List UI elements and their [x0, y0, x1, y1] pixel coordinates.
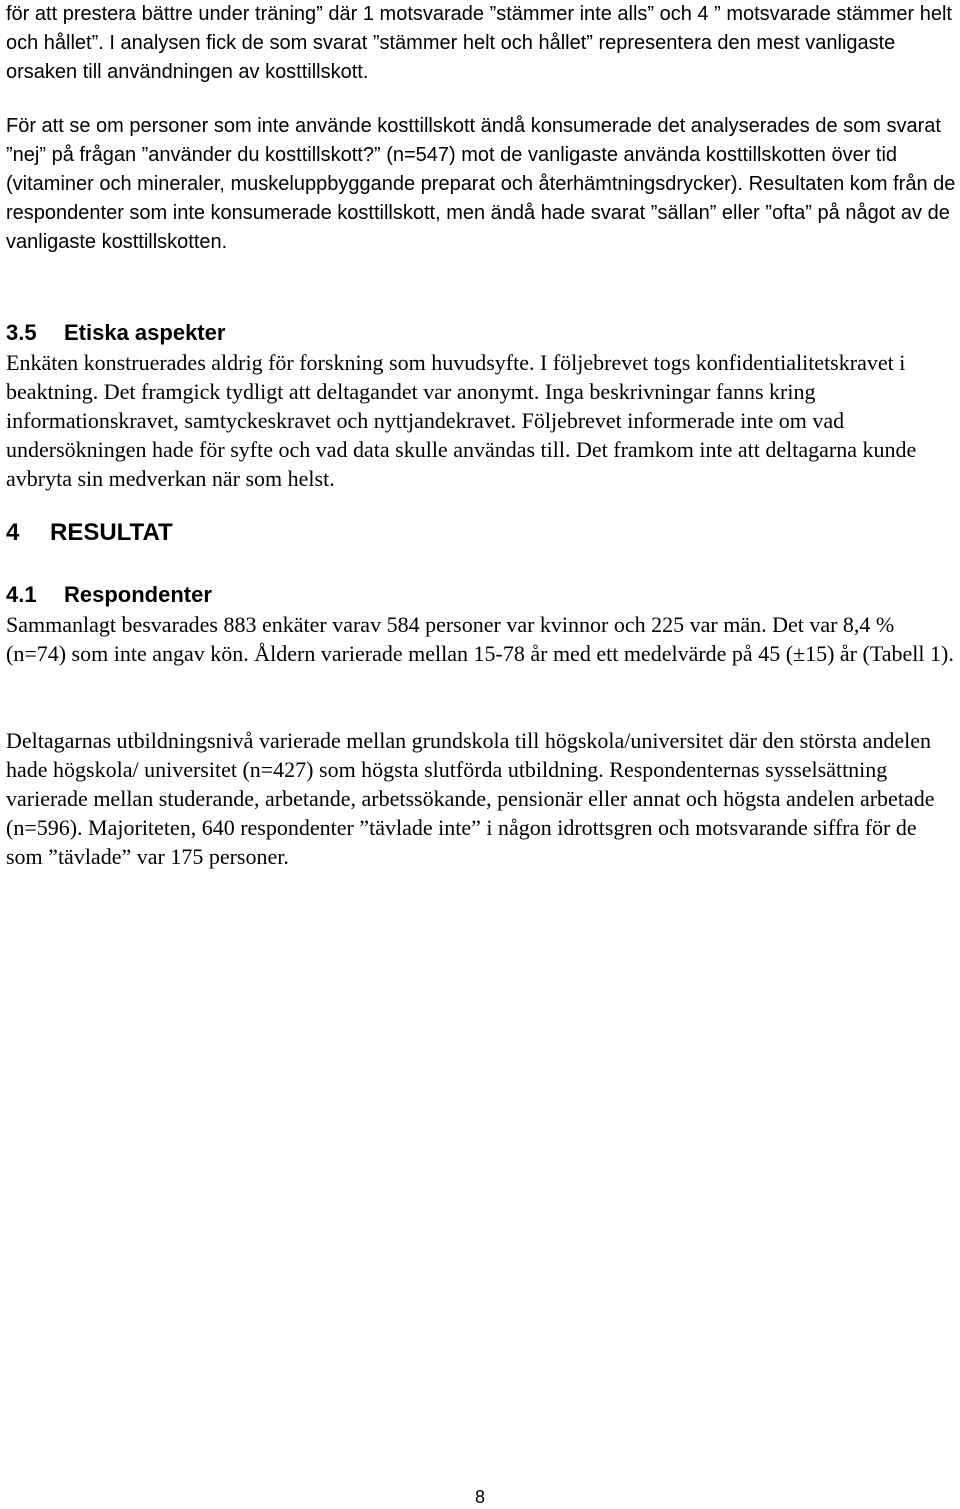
paragraph-respondents: Sammanlagt besvarades 883 enkäter varav 584 personer var kvinnor och 225 var män. Det var 8,4 % (n=74) som inte angav kön. Åldern varierade mellan 15-78 år med ett medelvärde på 45 (±15) år (Tabell 1). [6, 612, 954, 666]
heading-title: Respondenter [64, 582, 212, 607]
heading-title: Etiska aspekter [64, 320, 226, 345]
paragraph-education: Deltagarnas utbildningsnivå varierade mellan grundskola till högskola/universitet där den största andelen hade högskola/ universitet (n=427) som högsta slutförda utbildning. Respondenternas sysselsättning varierade mellan studerande, arbetande, arbetssökande, pensionär eller annat och högsta andelen arbetade (n=596). Majoriteten, 640 respondenter ”tävlade inte” i någon idrottsgren och motsvarande siffra för de som ”tävlade” var 175 personer. [6, 728, 935, 869]
page-number: 8 [474, 1487, 485, 1507]
paragraph-motives: för att prestera bättre under träning” där 1 motsvarade ”stämmer inte alls” och 4 ” motsvarade stämmer helt och hållet”. I analysen fick de som svarat ”stämmer helt och hållet” representera den mest vanligaste orsaken till användningen av kosttillskott. [6, 3, 952, 83]
heading-number: 4 [6, 519, 20, 546]
heading-results [6, 518, 173, 548]
heading-number: 3.5 [6, 320, 37, 345]
heading-number: 4.1 [6, 582, 37, 607]
heading-respondents [6, 580, 212, 610]
paragraph-nonusers: För att se om personer som inte använde kosttillskott ändå konsumerade det analyserades de som svarat ”nej” på frågan ”använder du kosttillskott?” (n=547) mot de vanligaste använda kosttillskotten över tid (vitaminer och mineraler, muskeluppbyggande preparat och återhämtningsdrycker). Resultaten kom från de respondenter som inte konsumerade kosttillskott, men ändå hade svarat ”sällan” eller ”ofta” på något av de vanligaste kosttillskotten. [6, 115, 956, 253]
heading-ethics [6, 318, 225, 348]
heading-title: RESULTAT [50, 519, 173, 546]
paragraph-ethics: Enkäten konstruerades aldrig för forskning som huvudsyfte. I följebrevet togs konfidentialitetskravet i beaktning. Det framgick tydligt att deltagandet var anonymt. Inga beskrivningar fanns kring informationskravet, samtyckeskravet och nyttjandekravet. Följebrevet informerade inte om vad undersökningen hade för syfte och vad data skulle användas till. Det framkom inte att deltagarna kunde avbryta sin medverkan när som helst. [6, 350, 917, 491]
